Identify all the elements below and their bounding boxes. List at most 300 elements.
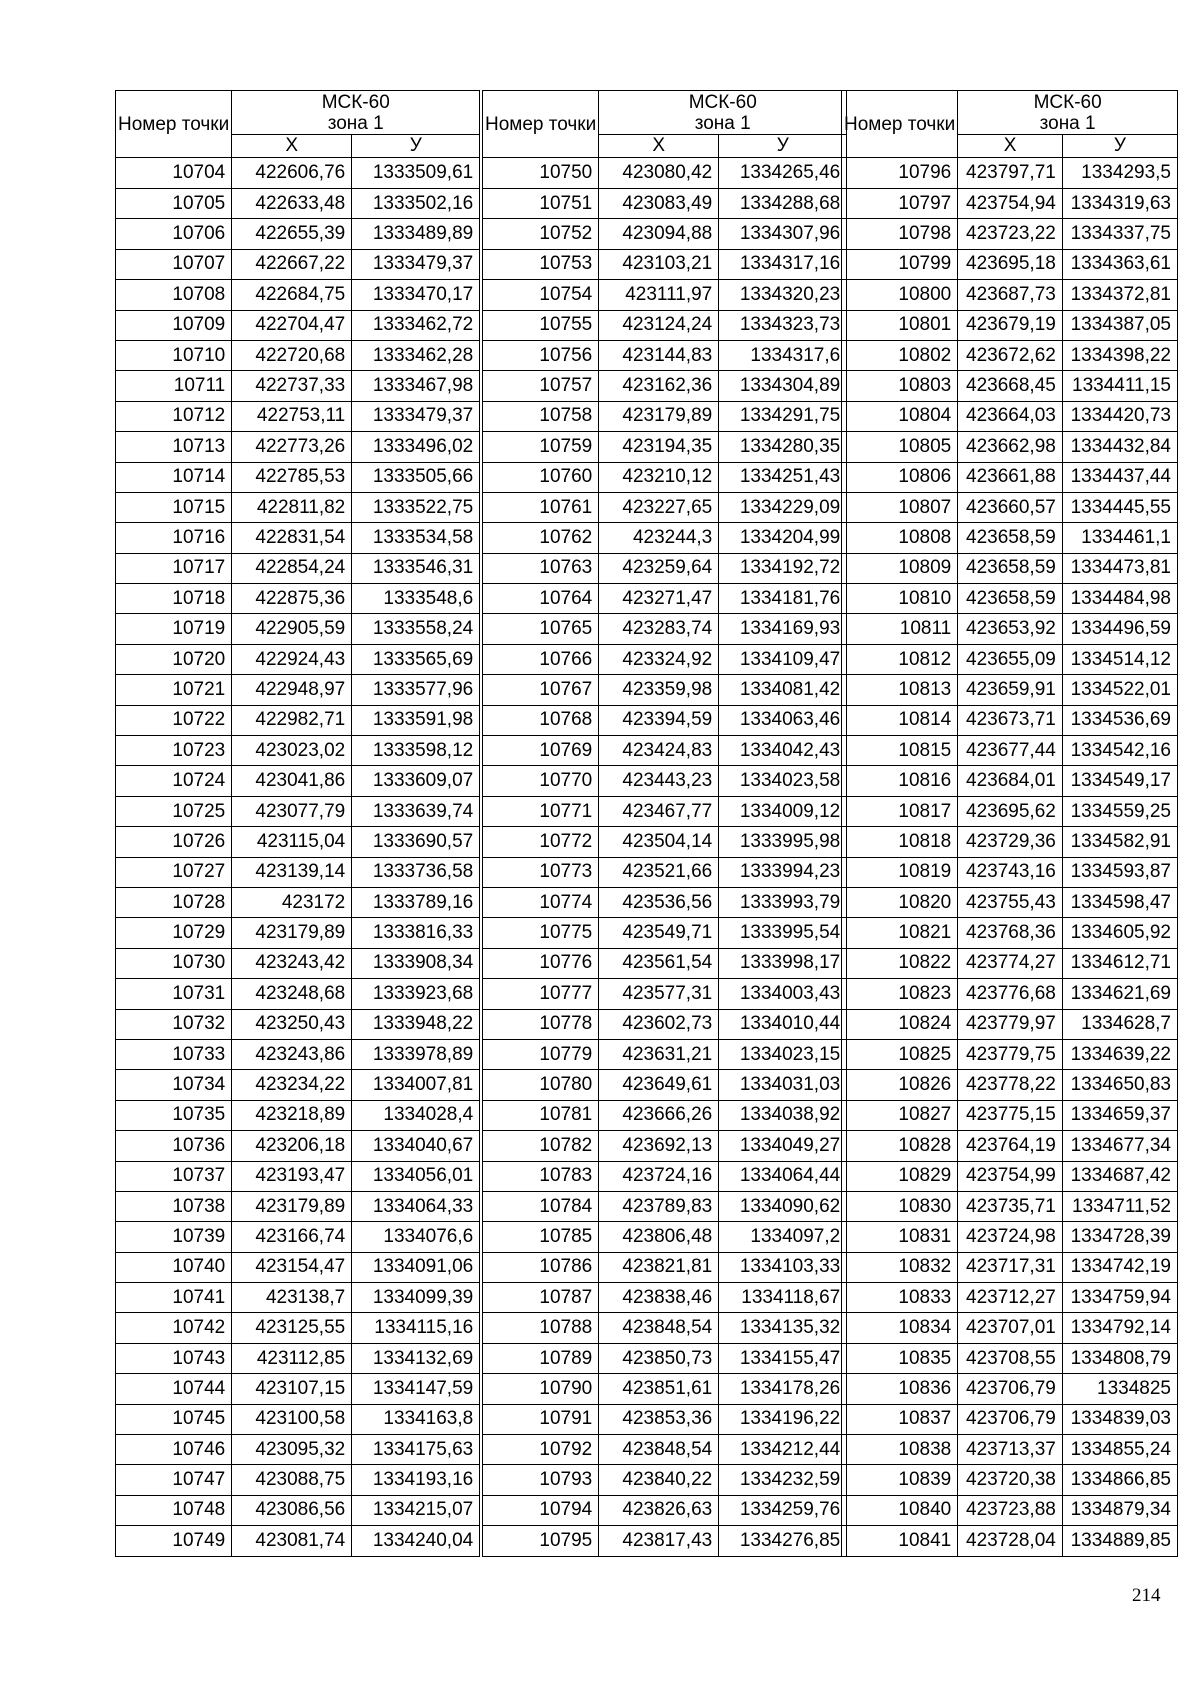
x-coordinate-cell: 423227,65	[599, 492, 719, 522]
x-coordinate-cell: 423660,57	[958, 492, 1063, 522]
point-number-cell: 10801	[842, 310, 958, 340]
x-coordinate-cell: 423659,91	[958, 675, 1063, 705]
x-coordinate-cell: 423179,89	[232, 918, 352, 948]
x-coordinate-cell: 423631,21	[599, 1039, 719, 1069]
point-number-cell: 10830	[842, 1191, 958, 1221]
x-coordinate-cell: 423394,59	[599, 705, 719, 735]
point-number-cell: 10771	[483, 796, 599, 826]
table-row	[116, 1526, 480, 1556]
point-number-cell: 10788	[483, 1313, 599, 1343]
point-number-cell: 10720	[116, 644, 232, 674]
x-coordinate-cell: 423658,59	[958, 584, 1063, 614]
x-coordinate-cell: 423712,27	[958, 1283, 1063, 1313]
table-row	[842, 158, 1178, 189]
table-row	[116, 979, 480, 1009]
y-coordinate-cell: 1334091,06	[352, 1252, 480, 1282]
x-coordinate-cell: 423664,03	[958, 401, 1063, 431]
x-coordinate-cell: 423851,61	[599, 1374, 719, 1404]
point-number-cell: 10715	[116, 492, 232, 522]
y-coordinate-cell: 1333467,98	[352, 371, 480, 401]
y-coordinate-cell: 1333522,75	[352, 492, 480, 522]
x-coordinate-cell: 423692,13	[599, 1131, 719, 1161]
point-number-cell: 10783	[483, 1161, 599, 1191]
point-number-cell: 10766	[483, 644, 599, 674]
x-coordinate-cell: 423658,59	[958, 553, 1063, 583]
zone-label: зона 1	[694, 112, 751, 134]
x-coordinate-cell: 422606,76	[232, 158, 352, 189]
y-coordinate-cell: 1333462,28	[352, 340, 480, 370]
table-row	[116, 1465, 480, 1495]
x-coordinate-cell: 423103,21	[599, 249, 719, 279]
point-number-cell: 10737	[116, 1161, 232, 1191]
y-coordinate-cell: 1334742,19	[1062, 1252, 1177, 1282]
x-coordinate-cell: 423755,43	[958, 887, 1063, 917]
x-coordinate-cell: 423779,75	[958, 1039, 1063, 1069]
point-number-cell: 10818	[842, 827, 958, 857]
point-number-cell: 10824	[842, 1009, 958, 1039]
table-row	[116, 1070, 480, 1100]
y-coordinate-cell: 1334042,43	[719, 736, 847, 766]
point-number-cell: 10751	[483, 189, 599, 219]
table-row	[483, 887, 847, 917]
table-row	[842, 492, 1178, 522]
y-coordinate-cell: 1333998,17	[719, 948, 847, 978]
y-coordinate-cell: 1334320,23	[719, 280, 847, 310]
x-coordinate-cell: 422875,36	[232, 584, 352, 614]
point-number-cell: 10815	[842, 736, 958, 766]
y-coordinate-cell: 1333993,79	[719, 887, 847, 917]
y-coordinate-cell: 1334265,46	[719, 158, 847, 189]
point-number-cell: 10802	[842, 340, 958, 370]
y-coordinate-cell: 1333995,98	[719, 827, 847, 857]
table-row	[116, 796, 480, 826]
point-number-cell: 10812	[842, 644, 958, 674]
table-row	[842, 1161, 1178, 1191]
table-row	[483, 796, 847, 826]
point-number-cell: 10795	[483, 1526, 599, 1556]
table-row	[116, 219, 480, 249]
table-row	[483, 158, 847, 189]
point-number-cell: 10750	[483, 158, 599, 189]
point-number-cell: 10718	[116, 584, 232, 614]
table-row	[842, 736, 1178, 766]
y-coordinate-cell: 1333509,61	[352, 158, 480, 189]
y-coordinate-cell: 1334038,92	[719, 1100, 847, 1130]
y-coordinate-cell: 1334076,6	[352, 1222, 480, 1252]
table-row	[483, 249, 847, 279]
point-number-cell: 10832	[842, 1252, 958, 1282]
x-coordinate-cell: 423602,73	[599, 1009, 719, 1039]
x-coordinate-cell: 423695,18	[958, 249, 1063, 279]
y-coordinate-cell: 1334204,99	[719, 523, 847, 553]
point-number-cell: 10791	[483, 1404, 599, 1434]
x-coordinate-cell: 423125,55	[232, 1313, 352, 1343]
point-number-cell: 10813	[842, 675, 958, 705]
point-number-cell: 10816	[842, 766, 958, 796]
y-column-header: У	[352, 135, 480, 158]
point-number-cell: 10739	[116, 1222, 232, 1252]
table-row	[842, 523, 1178, 553]
table-row	[483, 1222, 847, 1252]
table-row	[842, 1100, 1178, 1130]
x-coordinate-cell: 423754,94	[958, 189, 1063, 219]
y-coordinate-cell: 1333502,16	[352, 189, 480, 219]
x-coordinate-cell: 423194,35	[599, 432, 719, 462]
point-number-cell: 10777	[483, 979, 599, 1009]
table-row	[842, 1252, 1178, 1282]
table-row	[116, 1343, 480, 1373]
table-row	[483, 1009, 847, 1039]
y-coordinate-cell: 1333534,58	[352, 523, 480, 553]
table-row	[483, 189, 847, 219]
point-number-cell: 10803	[842, 371, 958, 401]
point-number-cell: 10838	[842, 1435, 958, 1465]
table-row	[483, 1343, 847, 1373]
table-row	[116, 705, 480, 735]
point-number-cell: 10837	[842, 1404, 958, 1434]
table-row	[116, 1222, 480, 1252]
table-row	[483, 766, 847, 796]
y-coordinate-cell: 1333548,6	[352, 584, 480, 614]
table-row	[483, 462, 847, 492]
y-coordinate-cell: 1334031,03	[719, 1070, 847, 1100]
table-row	[483, 1404, 847, 1434]
table-row	[842, 1465, 1178, 1495]
point-number-cell: 10823	[842, 979, 958, 1009]
point-number-cell: 10709	[116, 310, 232, 340]
y-coordinate-cell: 1333479,37	[352, 249, 480, 279]
table-row	[116, 766, 480, 796]
x-coordinate-cell: 423717,31	[958, 1252, 1063, 1282]
x-coordinate-cell: 422905,59	[232, 614, 352, 644]
x-coordinate-cell: 422655,39	[232, 219, 352, 249]
table-row	[842, 371, 1178, 401]
table-row	[842, 1009, 1178, 1039]
table-row	[842, 796, 1178, 826]
y-coordinate-cell: 1333591,98	[352, 705, 480, 735]
y-coordinate-cell: 1333546,31	[352, 553, 480, 583]
y-coordinate-cell: 1334010,44	[719, 1009, 847, 1039]
point-number-cell: 10731	[116, 979, 232, 1009]
x-coordinate-cell: 423662,98	[958, 432, 1063, 462]
x-coordinate-cell: 422982,71	[232, 705, 352, 735]
x-coordinate-cell: 423724,16	[599, 1161, 719, 1191]
y-coordinate-cell: 1334251,43	[719, 462, 847, 492]
x-coordinate-cell: 422854,24	[232, 553, 352, 583]
y-coordinate-cell: 1333609,07	[352, 766, 480, 796]
x-coordinate-cell: 423359,98	[599, 675, 719, 705]
x-coordinate-cell: 422924,43	[232, 644, 352, 674]
y-coordinate-cell: 1334317,16	[719, 249, 847, 279]
x-coordinate-cell: 423668,45	[958, 371, 1063, 401]
point-number-cell: 10806	[842, 462, 958, 492]
x-coordinate-cell: 423776,68	[958, 979, 1063, 1009]
y-coordinate-cell: 1334323,73	[719, 310, 847, 340]
x-coordinate-cell: 423708,55	[958, 1343, 1063, 1373]
point-number-cell: 10790	[483, 1374, 599, 1404]
y-coordinate-cell: 1334118,67	[719, 1283, 847, 1313]
x-coordinate-cell: 423094,88	[599, 219, 719, 249]
point-number-cell: 10738	[116, 1191, 232, 1221]
x-coordinate-cell: 423095,32	[232, 1435, 352, 1465]
y-column-header: У	[1062, 135, 1177, 158]
y-coordinate-cell: 1334147,59	[352, 1374, 480, 1404]
x-coordinate-cell: 422785,53	[232, 462, 352, 492]
table-row	[483, 1070, 847, 1100]
y-coordinate-cell: 1334398,22	[1062, 340, 1177, 370]
table-row	[116, 523, 480, 553]
x-coordinate-cell: 423111,97	[599, 280, 719, 310]
y-coordinate-cell: 1334040,67	[352, 1131, 480, 1161]
zone-label: зона 1	[327, 112, 384, 134]
point-number-cell: 10735	[116, 1100, 232, 1130]
x-coordinate-cell: 423677,44	[958, 736, 1063, 766]
table-row	[842, 1526, 1178, 1556]
point-number-cell: 10834	[842, 1313, 958, 1343]
x-coordinate-cell: 423206,18	[232, 1131, 352, 1161]
y-coordinate-cell: 1334081,42	[719, 675, 847, 705]
x-coordinate-cell: 423789,83	[599, 1191, 719, 1221]
point-number-cell: 10797	[842, 189, 958, 219]
table-row	[483, 310, 847, 340]
x-coordinate-cell: 423728,04	[958, 1526, 1063, 1556]
table-row	[483, 401, 847, 431]
point-number-cell: 10746	[116, 1435, 232, 1465]
y-coordinate-cell: 1333816,33	[352, 918, 480, 948]
coordinates-table	[482, 90, 847, 1557]
point-number-cell: 10749	[116, 1526, 232, 1556]
point-number-cell: 10761	[483, 492, 599, 522]
y-coordinate-cell: 1334496,59	[1062, 614, 1177, 644]
point-number-cell: 10757	[483, 371, 599, 401]
y-coordinate-cell: 1334007,81	[352, 1070, 480, 1100]
table-row	[483, 827, 847, 857]
y-coordinate-cell: 1334196,22	[719, 1404, 847, 1434]
table-row	[842, 614, 1178, 644]
x-coordinate-cell: 423724,98	[958, 1222, 1063, 1252]
table-row	[842, 1283, 1178, 1313]
table-row	[483, 1100, 847, 1130]
y-coordinate-cell: 1334009,12	[719, 796, 847, 826]
y-coordinate-cell: 1334879,34	[1062, 1495, 1177, 1525]
table-row	[116, 1252, 480, 1282]
x-coordinate-cell: 423218,89	[232, 1100, 352, 1130]
point-number-cell: 10756	[483, 340, 599, 370]
y-coordinate-cell: 1334115,16	[352, 1313, 480, 1343]
point-number-cell: 10764	[483, 584, 599, 614]
point-number-cell: 10733	[116, 1039, 232, 1069]
point-number-cell: 10706	[116, 219, 232, 249]
table-row	[483, 553, 847, 583]
point-number-cell: 10792	[483, 1435, 599, 1465]
table-row	[116, 1039, 480, 1069]
y-coordinate-cell: 1334280,35	[719, 432, 847, 462]
x-coordinate-cell: 423768,36	[958, 918, 1063, 948]
table-row	[483, 1131, 847, 1161]
point-number-cell: 10729	[116, 918, 232, 948]
y-coordinate-cell: 1334582,91	[1062, 827, 1177, 857]
table-row	[842, 1374, 1178, 1404]
table-row	[842, 1191, 1178, 1221]
table-row	[116, 1313, 480, 1343]
point-number-cell: 10722	[116, 705, 232, 735]
x-coordinate-cell: 423324,92	[599, 644, 719, 674]
table-row	[483, 584, 847, 614]
point-number-cell: 10776	[483, 948, 599, 978]
point-number-cell: 10711	[116, 371, 232, 401]
x-coordinate-cell: 423100,58	[232, 1404, 352, 1434]
point-number-cell: 10780	[483, 1070, 599, 1100]
table-row	[842, 887, 1178, 917]
point-number-cell: 10741	[116, 1283, 232, 1313]
x-coordinate-cell: 423083,49	[599, 189, 719, 219]
y-coordinate-cell: 1334293,5	[1062, 158, 1177, 189]
table-row	[842, 948, 1178, 978]
point-number-cell: 10744	[116, 1374, 232, 1404]
point-number-header: Номер точки	[483, 91, 599, 158]
point-number-cell: 10811	[842, 614, 958, 644]
point-number-cell: 10760	[483, 462, 599, 492]
x-coordinate-cell: 422667,22	[232, 249, 352, 279]
point-number-cell: 10840	[842, 1495, 958, 1525]
x-column-header: X	[232, 135, 352, 158]
x-coordinate-cell: 423666,26	[599, 1100, 719, 1130]
x-coordinate-cell: 423850,73	[599, 1343, 719, 1373]
table-row	[116, 675, 480, 705]
y-coordinate-cell: 1334307,96	[719, 219, 847, 249]
x-coordinate-cell: 423653,92	[958, 614, 1063, 644]
y-coordinate-cell: 1334232,59	[719, 1465, 847, 1495]
y-coordinate-cell: 1334259,76	[719, 1495, 847, 1525]
point-number-cell: 10732	[116, 1009, 232, 1039]
y-coordinate-cell: 1334063,46	[719, 705, 847, 735]
point-number-header: Номер точки	[116, 91, 232, 158]
y-coordinate-cell: 1333598,12	[352, 736, 480, 766]
point-number-cell: 10839	[842, 1465, 958, 1495]
x-coordinate-cell: 423561,54	[599, 948, 719, 978]
table-row	[842, 644, 1178, 674]
x-coordinate-cell: 423778,22	[958, 1070, 1063, 1100]
y-coordinate-cell: 1333462,72	[352, 310, 480, 340]
y-column-header: У	[719, 135, 847, 158]
x-coordinate-cell: 423848,54	[599, 1313, 719, 1343]
x-coordinate-cell: 423248,68	[232, 979, 352, 1009]
x-coordinate-cell: 423162,36	[599, 371, 719, 401]
table-row	[116, 158, 480, 189]
point-number-cell: 10841	[842, 1526, 958, 1556]
y-coordinate-cell: 1334049,27	[719, 1131, 847, 1161]
table-row	[842, 1343, 1178, 1373]
table-row	[842, 918, 1178, 948]
point-number-header: Номер точки	[842, 91, 958, 158]
x-coordinate-cell: 423838,46	[599, 1283, 719, 1313]
table-row	[116, 1404, 480, 1434]
table-row	[842, 1404, 1178, 1434]
table-row	[842, 310, 1178, 340]
table-row	[483, 1283, 847, 1313]
table-row	[483, 644, 847, 674]
y-coordinate-cell: 1333995,54	[719, 918, 847, 948]
point-number-cell: 10805	[842, 432, 958, 462]
table-row	[842, 1039, 1178, 1069]
x-coordinate-cell: 423826,63	[599, 1495, 719, 1525]
table-row	[116, 857, 480, 887]
coord-system-header	[958, 91, 1178, 135]
point-number-cell: 10755	[483, 310, 599, 340]
y-coordinate-cell: 1334337,75	[1062, 219, 1177, 249]
coordinates-table	[115, 90, 480, 1557]
point-number-cell: 10826	[842, 1070, 958, 1100]
table-row	[483, 492, 847, 522]
y-coordinate-cell: 1334135,32	[719, 1313, 847, 1343]
table-row	[483, 1435, 847, 1465]
point-number-cell: 10747	[116, 1465, 232, 1495]
table-row	[116, 492, 480, 522]
y-coordinate-cell: 1334215,07	[352, 1495, 480, 1525]
x-coordinate-cell: 423081,74	[232, 1526, 352, 1556]
y-coordinate-cell: 1334103,33	[719, 1252, 847, 1282]
table-row	[116, 827, 480, 857]
table-row	[842, 249, 1178, 279]
x-coordinate-cell: 423672,62	[958, 340, 1063, 370]
point-number-cell: 10745	[116, 1404, 232, 1434]
point-number-cell: 10787	[483, 1283, 599, 1313]
table-row	[116, 1100, 480, 1130]
point-number-cell: 10821	[842, 918, 958, 948]
y-coordinate-cell: 1334056,01	[352, 1161, 480, 1191]
y-coordinate-cell: 1334659,37	[1062, 1100, 1177, 1130]
y-coordinate-cell: 1333505,66	[352, 462, 480, 492]
point-number-cell: 10784	[483, 1191, 599, 1221]
y-coordinate-cell: 1334825	[1062, 1374, 1177, 1404]
table-row	[116, 614, 480, 644]
y-coordinate-cell: 1334437,44	[1062, 462, 1177, 492]
point-number-cell: 10817	[842, 796, 958, 826]
y-coordinate-cell: 1334605,92	[1062, 918, 1177, 948]
y-coordinate-cell: 1334593,87	[1062, 857, 1177, 887]
y-coordinate-cell: 1334628,7	[1062, 1009, 1177, 1039]
x-coordinate-cell: 423797,71	[958, 158, 1063, 189]
table-row	[116, 340, 480, 370]
point-number-cell: 10742	[116, 1313, 232, 1343]
table-row	[483, 1495, 847, 1525]
table-row	[842, 432, 1178, 462]
x-coordinate-cell: 423679,19	[958, 310, 1063, 340]
table-row	[483, 1526, 847, 1556]
y-coordinate-cell: 1334097,2	[719, 1222, 847, 1252]
point-number-cell: 10796	[842, 158, 958, 189]
coord-system-header	[232, 91, 480, 135]
table-row	[116, 918, 480, 948]
table-row	[483, 1191, 847, 1221]
table-row	[116, 1495, 480, 1525]
point-number-cell: 10793	[483, 1465, 599, 1495]
x-coordinate-cell: 423088,75	[232, 1465, 352, 1495]
x-coordinate-cell: 423504,14	[599, 827, 719, 857]
x-coordinate-cell: 423521,66	[599, 857, 719, 887]
y-coordinate-cell: 1334549,17	[1062, 766, 1177, 796]
y-coordinate-cell: 1334839,03	[1062, 1404, 1177, 1434]
table-row	[116, 553, 480, 583]
table-row	[483, 1252, 847, 1282]
table-row	[842, 584, 1178, 614]
point-number-cell: 10752	[483, 219, 599, 249]
table-row	[483, 614, 847, 644]
point-number-cell: 10808	[842, 523, 958, 553]
table-row	[483, 371, 847, 401]
x-coordinate-cell: 423077,79	[232, 796, 352, 826]
table-row	[483, 857, 847, 887]
